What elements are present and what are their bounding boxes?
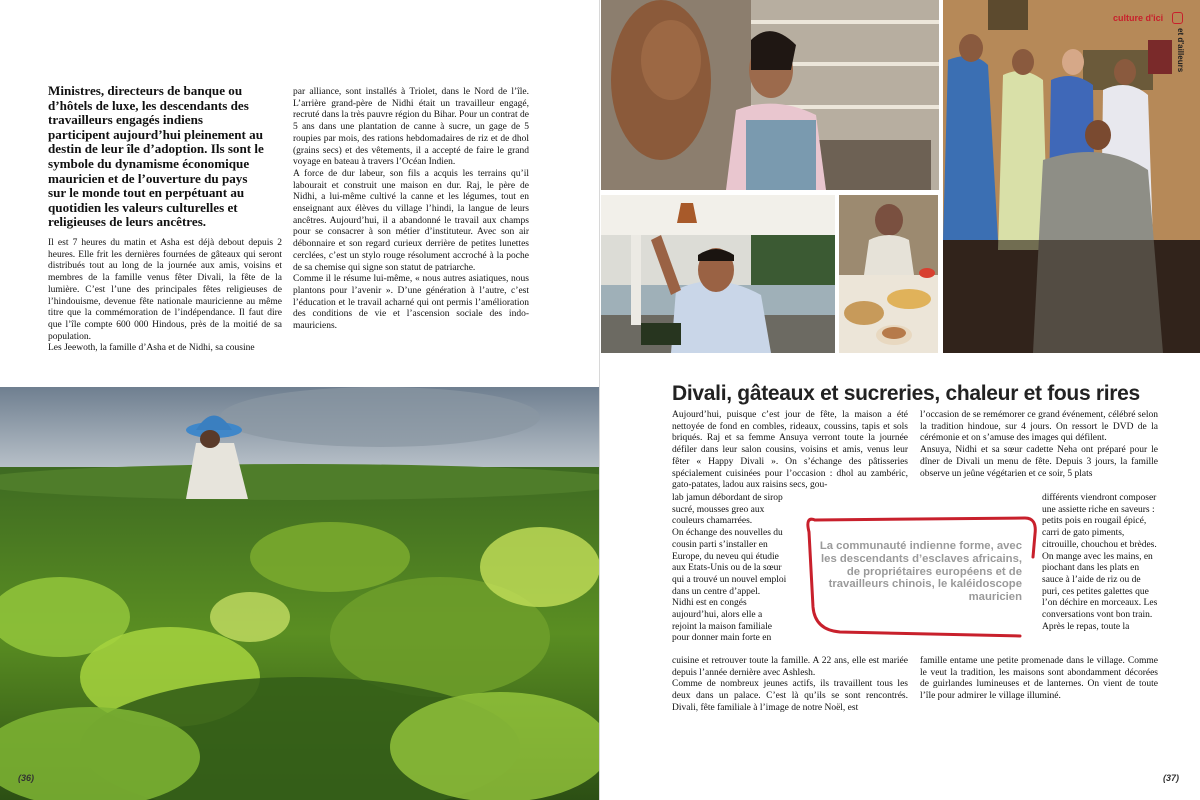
tea-and-snacks-photo [839, 195, 938, 353]
man-with-bell-photo [601, 195, 835, 353]
page-number-left: (36) [18, 773, 35, 783]
left-body-column-1 [48, 238, 282, 355]
pull-quote: La communauté indienne forme, avec les descendants d’esclaves africains, de propriétaires européens et de travailleurs chinois, le kaléidoscope mauricien [819, 540, 1022, 604]
right-body-column-2-narrow [1042, 493, 1158, 633]
paragraph: Il est 7 heures du matin et Asha est déjà debout depuis 2 heures. Elle frit les dernières fournées de gâteaux qui seront distribués tout au long de la journée aux amis, voisins et membres de la famille venus fêter Divali, la fête de la lumière. C’est l’une des principales fêtes religieuses de l’hindouisme, devenue fête nationale mauricienne au même titre que la commémoration de l’indépendance. Il faut dire que l’île compte 600 000 Hindous, près de la moitié de sa population. [48, 238, 282, 342]
right-body-column-1-top [672, 410, 908, 492]
paragraph: Comme il le résume lui-même, « nous autres asiatiques, nous plantons pour l’avenir ». D’une génération à l’autre, c’est l’éducation et le travail acharné qui ont permis l’amélioration des conditions de vie et l’ascension sociale des indo-mauriciens. [293, 274, 529, 332]
paragraph: Comme de nombreux jeunes actifs, ils travaillent tous les deux dans un palace. C’est là qu’ils se sont rencontrés. Divali, fête familiale à l’image de notre Noël, est [672, 679, 908, 713]
paragraph: A force de dur labeur, son fils a acquis les terrains qu’il labourait et construit une maison en dur. Raj, le père de Nidhi, a lui-même cultivé la canne et les légumes, tout en enseignant aux élèves du village l’hindi, la langue de leurs ancêtres. Aujourd’hui, il a abandonné le travail aux champs pour se consacrer à son métier d’instituteur. Avec son air débonnaire et son regard curieux derrière de petites lunettes cerclées, c’est un stylo rouge résolument accroché à la poche de sa chemise qui signe son statut de patriarche. [293, 168, 529, 273]
paragraph: Les Jeewoth, la famille d’Asha et de Nidhi, sa cousine [48, 343, 255, 354]
paragraph: On échange des nouvelles du cousin parti s’installer en Europe, du neveu qui étudie aux Etats-Unis ou de la sœur qui a trouvé un nouvel emploi dans un centre d’appel. [672, 528, 787, 597]
right-body-column-2-bottom [920, 656, 1158, 703]
right-body-column-1-bottom [672, 656, 908, 715]
article-title: Divali, gâteaux et sucreries, chaleur et fous rires [672, 382, 1140, 405]
paragraph: Nidhi est en congés aujourd’hui, alors elle a rejoint la maison familiale pour donner main forte en [672, 598, 772, 644]
page-number-right: (37) [1163, 773, 1180, 783]
right-body-column-2-top [920, 410, 1158, 480]
paragraph: cuisine et retrouver toute la famille. A 22 ans, elle est mariée depuis l’année dernière avec Ashlesh. [672, 656, 908, 678]
paragraph: lab jamun débordant de sirop sucré, mousses greo aux couleurs chamarrées. [672, 493, 783, 527]
paragraph: par alliance, sont installés à Triolet, dans le Nord de l’île. L’arrière grand-père de Nidhi était un travailleur engagé, recruté dans la très pauvre région du Bihar. Pour un contrat de 5 ans dans une plantation de canne à sucre, un gage de 5 roupies par mois, des rations hebdomadaires de riz et de dhol (grains secs) et des vêtements, il a accepté de faire le grand voyage en bateau à travers l’Océan Indien. [293, 87, 529, 168]
family-portrait-photo [943, 0, 1200, 353]
paragraph: famille entame une petite promenade dans le village. Comme le veut la tradition, les maisons sont abondamment décorées de guirlandes lumineuses et de lanternes. On vient de toute l’île pour admirer le village illuminé. [920, 656, 1158, 702]
paragraph: Après le repas, toute la [1042, 621, 1130, 632]
right-body-column-1-narrow [672, 493, 788, 645]
section-side-tab: et d'ailleurs [1176, 28, 1185, 73]
left-page [0, 0, 599, 800]
paragraph: Aujourd’hui, puisque c’est jour de fête, la maison a été nettoyée de fond en combles, rideaux, coussins, tapis et sols briqués. Raj et sa femme Ansuya verront toute la journée défiler dans leur salon cousins, voisins et amis, venus leur fêter « Happy Divali ». On s’échange des pâtisseries spécialement cuisinées pour l’occasion : dhol au zambéric, gato-patates, ladou aux raisins secs, gou- [672, 410, 908, 491]
left-body-column-2 [293, 87, 529, 333]
paragraph: différents viendront composer une assiette riche en saveurs : petits pois en rougail épicé, carri de gato piments, citrouille, chouchou et brèdes. On mange avec les mains, en piochant dans les plats en sauce à l’aide de riz ou de puri, ces petites galettes que l’on déchire en morceaux. Les conversations vont bon train. [1042, 493, 1158, 621]
intro-paragraph: Ministres, directeurs de banque ou d’hôtels de luxe, les descendants des travailleurs engagés indiens participent aujourd’hui pleinement au destin de leur île d’adoption. Ils sont le symbole du dynamisme économique mauricien et de l’ouverture du pays sur le monde tout en perpétuant au quotidien les valeurs culturelles et religieuses de leurs ancêtres. [48, 83, 264, 230]
tea-plantation-photo [0, 387, 599, 800]
paragraph: l’occasion de se remémorer ce grand événement, célébré selon la tradition hindoue, sur 4 jours. On ressort le DVD de la cérémonie et on s’amuse des images qui défilent. [920, 410, 1158, 444]
section-rubric: culture d'ici [1113, 13, 1164, 23]
paragraph: Ansuya, Nidhi et sa sœur cadette Neha ont préparé pour le dîner de Divali un menu de fête. Depuis 3 jours, la famille observe un jeûne végétarien et ce soir, 5 plats [920, 445, 1158, 479]
sculptor-photo [601, 0, 939, 190]
rubric-frame-icon [1172, 12, 1183, 24]
